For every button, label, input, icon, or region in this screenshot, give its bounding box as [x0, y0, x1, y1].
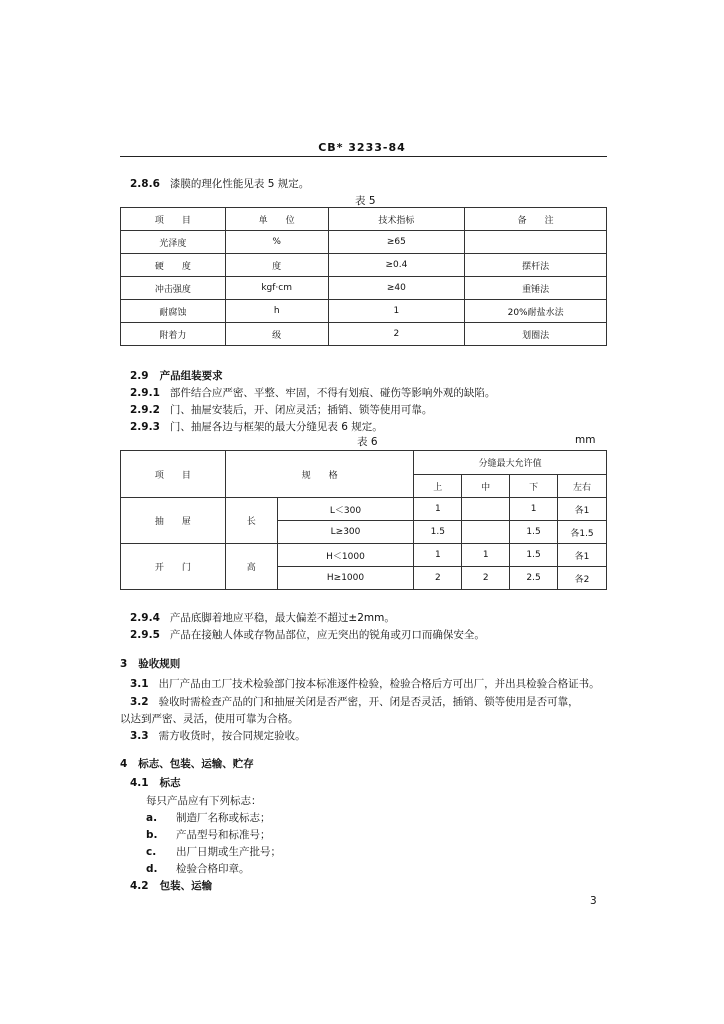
table-cell: 度	[225, 254, 328, 277]
table-cell: 1	[414, 498, 462, 521]
list-item	[146, 861, 250, 876]
col-header-gap: 分缝最大允许值	[414, 451, 607, 475]
section-number: 2.9.3	[130, 421, 160, 433]
table-cell: 硬 度	[121, 254, 226, 277]
table-cell: 2	[328, 323, 465, 346]
list-value: 产品型号和标准号；	[176, 829, 271, 841]
section-title: 标志、包装、运输、贮存	[138, 758, 254, 770]
section-4-2	[130, 878, 212, 893]
table-cell: kgf·cm	[225, 277, 328, 300]
section-2-9	[130, 368, 223, 383]
table-cell: ≥65	[328, 231, 465, 254]
table-cell: 摆杆法	[465, 254, 607, 277]
table-cell: ≥0.4	[328, 254, 465, 277]
section-text: 门、抽屉各边与框架的最大分缝见表 6 规定。	[169, 421, 383, 433]
table-cell	[462, 521, 510, 544]
table-cell: 级	[225, 323, 328, 346]
section-text: 门、抽屉安装后，开、闭应灵活；插销、锁等使用可靠。	[169, 404, 433, 416]
section-number: 2.9.4	[130, 612, 160, 624]
list-key: b.	[146, 829, 158, 841]
section-number: 2.9.2	[130, 404, 160, 416]
table-cell: 1	[414, 544, 462, 567]
list-key: d.	[146, 863, 158, 875]
table-cell: 各1	[558, 498, 607, 521]
section-text: 漆膜的理化性能见表 5 规定。	[169, 178, 310, 190]
table-cell: 1.5	[510, 521, 558, 544]
row-label-door: 开 门	[121, 544, 226, 590]
list-key: a.	[146, 812, 158, 824]
list-key: c.	[146, 846, 157, 858]
table-cell: H＜1000	[277, 544, 414, 567]
list-value: 制造厂名称或标志；	[176, 812, 271, 824]
list-item	[146, 810, 271, 825]
section-text: 验收时需检查产品的门和抽屉关闭是否严密，开、闭是否灵活，插销、锁等使用是否可靠，	[158, 696, 579, 708]
section-3-3	[130, 728, 306, 743]
section-number: 4.1	[130, 777, 149, 789]
section-text: 出厂产品由工厂技术检验部门按本标准逐件检验，检验合格后方可出厂，并出具检验合格证书。	[158, 678, 600, 690]
section-number: 3.2	[130, 696, 149, 708]
row-label-length: 长	[225, 498, 277, 544]
table-header-row	[121, 451, 607, 475]
section-text: 需方收货时，按合同规定验收。	[158, 730, 306, 742]
section-title: 标志	[159, 777, 181, 789]
section-2-9-4	[130, 610, 395, 625]
section-3	[120, 656, 180, 671]
table-cell: 1.5	[510, 544, 558, 567]
table-cell: 1	[328, 300, 465, 323]
list-item	[146, 844, 281, 859]
col-header-spec: 技术指标	[328, 208, 465, 231]
table-cell: ≥40	[328, 277, 465, 300]
col-header-item: 项 目	[121, 208, 226, 231]
section-2-9-2	[130, 402, 432, 417]
col-header-spec: 规 格	[225, 451, 414, 498]
section-3-1	[130, 676, 600, 691]
col-header-note: 备 注	[465, 208, 607, 231]
marking-intro: 每只产品应有下列标志：	[146, 795, 262, 807]
table-cell: h	[225, 300, 328, 323]
table-row	[121, 277, 607, 300]
section-number: 2.9.5	[130, 629, 160, 641]
table-cell: 耐腐蚀	[121, 300, 226, 323]
section-2-9-5	[130, 627, 485, 642]
section-number: 2.8.6	[130, 178, 160, 190]
table-cell: 附着力	[121, 323, 226, 346]
section-2-9-1	[130, 385, 495, 400]
table-cell: 2	[462, 567, 510, 590]
section-2-8-6	[130, 176, 309, 191]
table-cell: 各1.5	[558, 521, 607, 544]
col-header-unit: 单 位	[225, 208, 328, 231]
section-title: 包装、运输	[159, 880, 213, 892]
table-cell: %	[225, 231, 328, 254]
table-row	[121, 300, 607, 323]
table-cell: 2.5	[510, 567, 558, 590]
section-number: 4.2	[130, 880, 149, 892]
section-title: 验收规则	[138, 658, 181, 670]
col-header-mid: 中	[462, 475, 510, 498]
page-number: 3	[590, 895, 597, 907]
table-5	[120, 207, 607, 346]
table-row	[121, 323, 607, 346]
section-number: 4	[120, 758, 128, 770]
table6-unit: mm	[575, 434, 596, 446]
table-cell: L≥300	[277, 521, 414, 544]
col-header-lr: 左右	[558, 475, 607, 498]
table-6	[120, 450, 607, 590]
list-item	[146, 827, 271, 842]
list-value: 检验合格印章。	[176, 863, 250, 875]
section-number: 3.1	[130, 678, 149, 690]
list-value: 出厂日期或生产批号；	[176, 846, 281, 858]
section-3-2-continued: 以达到严密、灵活，使用可靠为合格。	[120, 713, 299, 725]
table-cell: 各1	[558, 544, 607, 567]
table-cell: 划圈法	[465, 323, 607, 346]
table6-caption: 表 6	[357, 436, 378, 448]
section-number: 2.9.1	[130, 387, 160, 399]
table-cell: 1	[510, 498, 558, 521]
table-row	[121, 231, 607, 254]
section-number: 3	[120, 658, 128, 670]
table-cell	[465, 231, 607, 254]
table-cell: L＜300	[277, 498, 414, 521]
col-header-down: 下	[510, 475, 558, 498]
table-cell: 2	[414, 567, 462, 590]
row-label-height: 高	[225, 544, 277, 590]
section-2-9-3	[130, 419, 383, 434]
table-header-row	[121, 208, 607, 231]
table-cell	[462, 498, 510, 521]
table-cell: 20%耐盐水法	[465, 300, 607, 323]
table-cell: 光泽度	[121, 231, 226, 254]
row-label-drawer: 抽 屉	[121, 498, 226, 544]
section-text: 产品底脚着地应平稳，最大偏差不超过±2mm。	[169, 612, 395, 624]
table-cell: 各2	[558, 567, 607, 590]
table-cell: 1.5	[414, 521, 462, 544]
document-header: CB* 3233-84	[318, 141, 406, 154]
table-cell: 冲击强度	[121, 277, 226, 300]
table-cell: 1	[462, 544, 510, 567]
section-number: 3.3	[130, 730, 149, 742]
col-header-up: 上	[414, 475, 462, 498]
table-cell: 重锤法	[465, 277, 607, 300]
section-text: 产品在接触人体或存物品部位，应无突出的锐角或刃口而确保安全。	[169, 629, 485, 641]
table-row	[121, 544, 607, 567]
section-3-2	[130, 694, 579, 709]
section-text: 部件结合应严密、平整、牢固，不得有划痕、碰伤等影响外观的缺陷。	[169, 387, 496, 399]
section-title: 产品组装要求	[159, 370, 223, 382]
table-row	[121, 254, 607, 277]
table-row	[121, 498, 607, 521]
section-number: 2.9	[130, 370, 149, 382]
section-4-1	[130, 775, 181, 790]
table-cell: H≥1000	[277, 567, 414, 590]
col-header-item: 项 目	[121, 451, 226, 498]
table5-caption: 表 5	[355, 195, 376, 207]
section-4	[120, 756, 254, 771]
header-rule	[120, 156, 607, 157]
